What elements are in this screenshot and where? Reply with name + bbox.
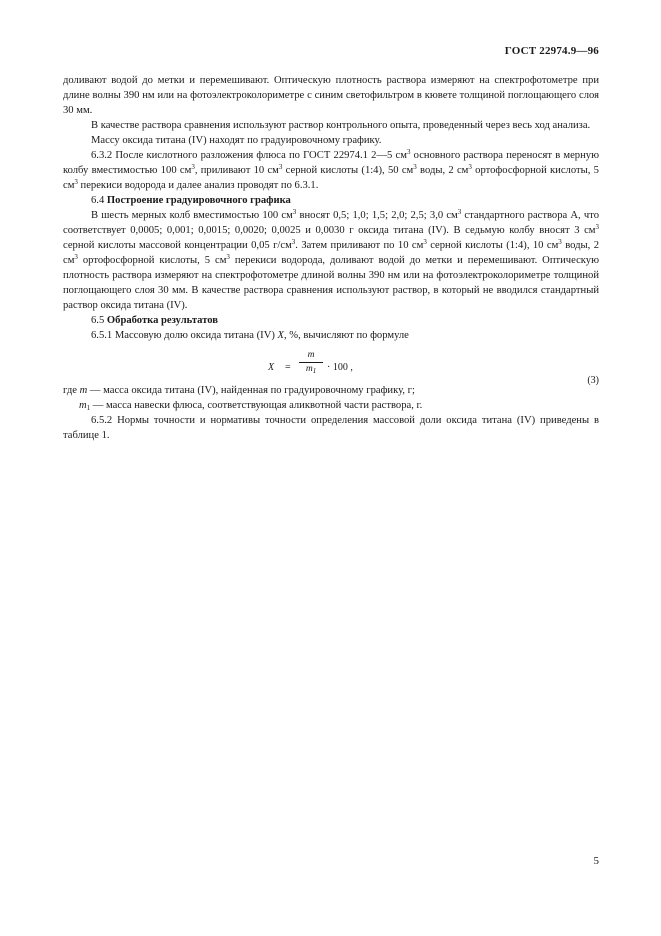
subscript: 1 [312,367,317,375]
fraction-denominator [299,364,323,375]
text-run: перекиси водорода и далее анализ проводят по 6.3.1. [77,180,319,191]
text-run: В шесть мерных колб вместимостью 100 см [91,210,293,221]
page-number: 5 [593,855,599,867]
paragraph-6-5-2 [63,413,599,443]
superscript: 3 [226,253,230,261]
text-run: где [63,385,80,396]
text-run: серной кислоты (1:4), 50 см [282,165,414,176]
paragraph: Массу оксида титана (IV) находят по градуировочному графику. [91,135,382,146]
text-run: ортофосфорной кислоты, 5 см [77,255,227,266]
text-run: , приливают 10 см [194,165,279,176]
where-clause-m [63,383,599,398]
clause-number: 6.5.2 [91,415,113,426]
clause-number: 6.3.2 [91,150,113,161]
superscript: 3 [291,238,296,246]
standard-header: ГОСТ 22974.9—96 [504,45,599,57]
superscript: 3 [74,253,78,261]
superscript: 3 [595,223,599,231]
fraction-bar [299,362,323,363]
text-run: воды, 2 см [416,165,469,176]
equation-number: (3) [587,375,599,386]
denominator-var: m [305,364,313,374]
text-run: серной кислоты (1:4), 10 см [426,240,559,251]
paragraph-6-3-2 [63,148,599,193]
section-heading-6-4 [63,193,599,208]
variable: m [79,400,87,411]
text-run: . Затем приливают по 10 см [295,240,424,251]
paragraph: В качестве раствора сравнения используют раствор контрольного опыта, проведенный через весь ход анализа. [91,120,591,131]
variable: X [277,330,284,341]
text-run: ортофосфорной кислоты, 5 см [63,165,599,191]
text-run: Массовую долю оксида титана (IV) [114,330,278,341]
paragraph-6-5-1 [63,328,599,343]
formula-tail: · 100 , [327,362,353,373]
document-body [63,73,599,443]
text-run: , %, вычисляют по формуле [284,330,409,341]
text-run: — масса навески флюса, соответствующая аликвотной части раствора, г. [90,400,423,411]
clause-number: 6.5.1 [91,330,113,341]
text-run: воды, 2 см [63,240,599,266]
superscript: 3 [278,163,283,171]
formula-3 [63,349,599,386]
superscript: 3 [191,163,195,171]
superscript: 3 [423,238,427,246]
section-title: Построение градуировочного графика [106,195,291,206]
section-number: 6.4 [91,195,105,206]
formula-fraction [299,350,323,375]
superscript: 3 [74,178,78,186]
section-heading-6-5 [63,313,599,328]
formula-equals: = [285,362,291,373]
paragraph: доливают водой до метки и перемешивают. Оптическую плотность раствора измеряют на спектрофотометре при длине волны 390 нм или на фотоэлектроколориметре с синим светофильтром в кювете толщиной поглощающего слоя 30 мм. [63,75,599,116]
fraction-numerator: m [307,350,315,360]
text-run: перекиси водорода, доливают водой до метки и перемешивают. Оптическую плотность раствора измеряют на спектрофотометре длиной волны 390 нм или на фотоэлектроколориметре толщиной поглощающего слоя 30 мм. В качестве раствора сравнения используют раствор, в который не вводился стандартный раствор оксида титана (IV). [63,255,599,311]
text-run: — масса оксида титана (IV), найденная по градуировочному графику, г; [87,385,415,396]
section-number: 6.5 [91,315,105,326]
superscript: 3 [406,148,411,156]
text-run: Нормы точности и нормативы точности определения массовой доли оксида титана (IV) приведены в таблице 1. [63,415,599,441]
text-run: основного раствора переносят в мерную колбу вместимостью 100 см [63,150,599,176]
where-clause-m1 [63,398,599,413]
paragraph-calibration [63,208,599,313]
superscript: 3 [292,208,297,216]
text-run: серной кислоты массовой концентрации 0,05 г/см [63,240,292,251]
subscript: 1 [86,404,91,412]
superscript: 3 [558,238,562,246]
text-run: После кислотного разложения флюса по ГОСТ 22974.1 2—5 см [115,150,407,161]
variable: m [79,385,88,396]
section-title: Обработка результатов [106,315,219,326]
text-run: стандартного раствора А, что соответствует 0,0005; 0,001; 0,0015; 0,0020; 0,0025 и 0,0030 г оксида титана (IV). В седьмую колбу вносят 3 см [63,210,599,236]
superscript: 3 [468,163,472,171]
superscript: 3 [413,163,417,171]
text-run: вносят 0,5; 1,0; 1,5; 2,0; 2,5; 3,0 см [296,210,458,221]
superscript: 3 [457,208,462,216]
formula-lhs: X [268,362,275,373]
